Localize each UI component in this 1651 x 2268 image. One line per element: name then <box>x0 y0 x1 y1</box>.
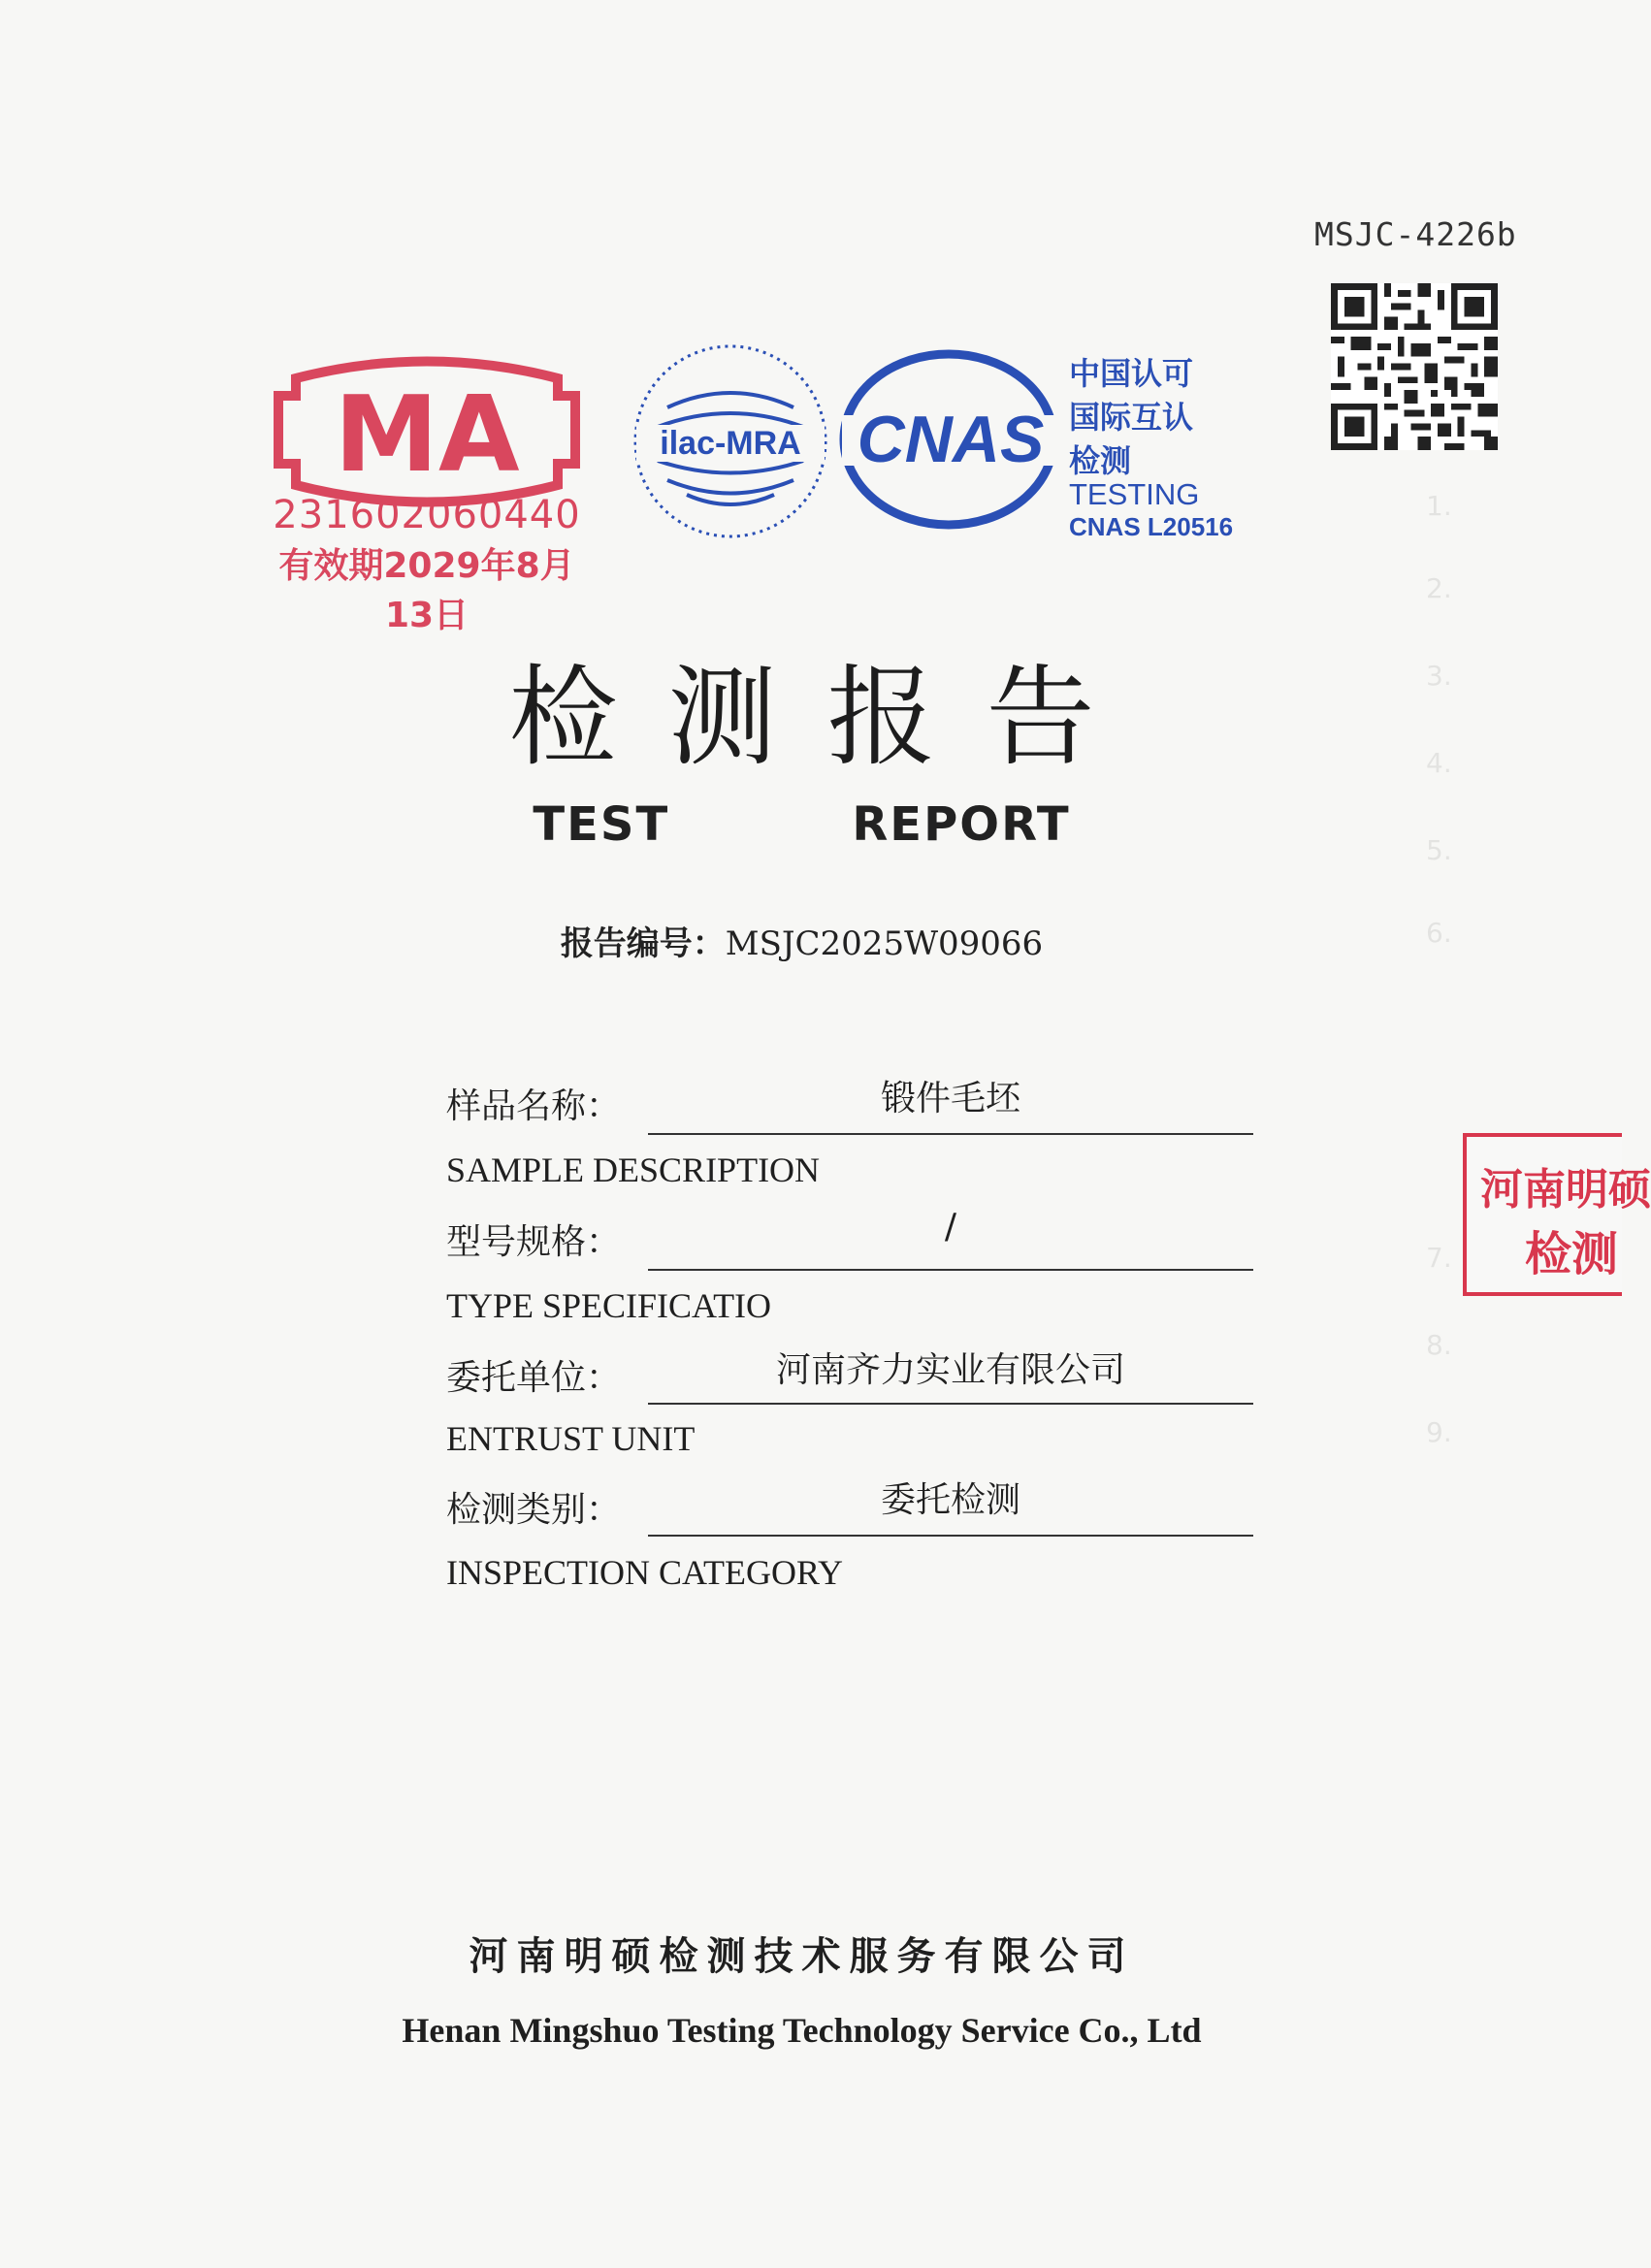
ma-validity-date: 有效期2029年8月13日 <box>278 546 575 635</box>
report-title-en: TEST REPORT <box>533 797 1071 852</box>
ma-certificate-number: 231602060440 <box>273 493 581 537</box>
company-seal-stamp <box>1463 1133 1651 1296</box>
cnas-logo-text: CNAS <box>857 403 1045 476</box>
bleed-text: 9. <box>1426 1416 1452 1448</box>
field-underline <box>648 1269 1253 1271</box>
field-underline <box>648 1133 1253 1135</box>
field-label-cn: 型号规格： <box>446 1222 622 1262</box>
company-name-cn: 河南明硕检测技术服务有限公司 <box>469 1934 1135 1979</box>
field-underline <box>648 1403 1253 1405</box>
bleed-text: 7. <box>1426 1242 1452 1274</box>
field-label-en: SAMPLE DESCRIPTION <box>446 1150 821 1189</box>
bleed-text: 3. <box>1426 660 1452 692</box>
bleed-text: 8. <box>1426 1329 1452 1361</box>
qr-code-icon <box>1331 283 1498 450</box>
ilac-logo-text: ilac-MRA <box>660 425 801 462</box>
cnas-accreditation-number: CNAS L20516 <box>1069 512 1234 541</box>
cnas-cn-line3: 检测 <box>1069 442 1132 479</box>
field-underline <box>648 1535 1253 1537</box>
field-label-en: ENTRUST UNIT <box>446 1419 696 1458</box>
field-label-cn: 委托单位： <box>446 1358 622 1398</box>
report-number-label: 报告编号： <box>560 924 726 963</box>
cnas-en-line: TESTING <box>1069 477 1200 511</box>
report-number <box>0 917 1603 964</box>
cnas-cn-line2: 国际互认 <box>1069 399 1194 436</box>
bleed-text: 4. <box>1426 747 1452 779</box>
field-label-cn: 样品名称： <box>446 1086 622 1126</box>
field-value: / <box>944 1207 957 1247</box>
document-code: MSJC-4226b <box>1314 215 1517 253</box>
bleed-text: 6. <box>1426 917 1452 949</box>
field-label-cn: 检测类别： <box>446 1490 622 1530</box>
report-number-value: MSJC2025W09066 <box>725 924 1044 963</box>
ilac-mra-logo-icon <box>629 340 832 543</box>
bleed-text: 1. <box>1426 490 1452 522</box>
cnas-cn-line1: 中国认可 <box>1069 355 1194 392</box>
seal-text-line1: 河南明硕 <box>1480 1165 1651 1215</box>
seal-text-line2: 检测 <box>1525 1227 1619 1281</box>
field-label-en: TYPE SPECIFICATIO <box>446 1286 772 1325</box>
cnas-logo-icon <box>842 347 1065 532</box>
company-name-en: Henan Mingshuo Testing Technology Service Co., Ltd <box>402 2011 1202 2050</box>
field-value: 河南齐力实业有限公司 <box>775 1350 1125 1390</box>
bleed-text: 2. <box>1426 572 1452 604</box>
report-title-cn: 检测报告 <box>508 655 1146 781</box>
ma-logo-text: MA <box>334 374 520 496</box>
field-value: 锻件毛坯 <box>880 1079 1020 1118</box>
bleed-text: 5. <box>1426 834 1452 866</box>
field-value: 委托检测 <box>880 1480 1020 1520</box>
field-label-en: INSPECTION CATEGORY <box>446 1553 844 1592</box>
